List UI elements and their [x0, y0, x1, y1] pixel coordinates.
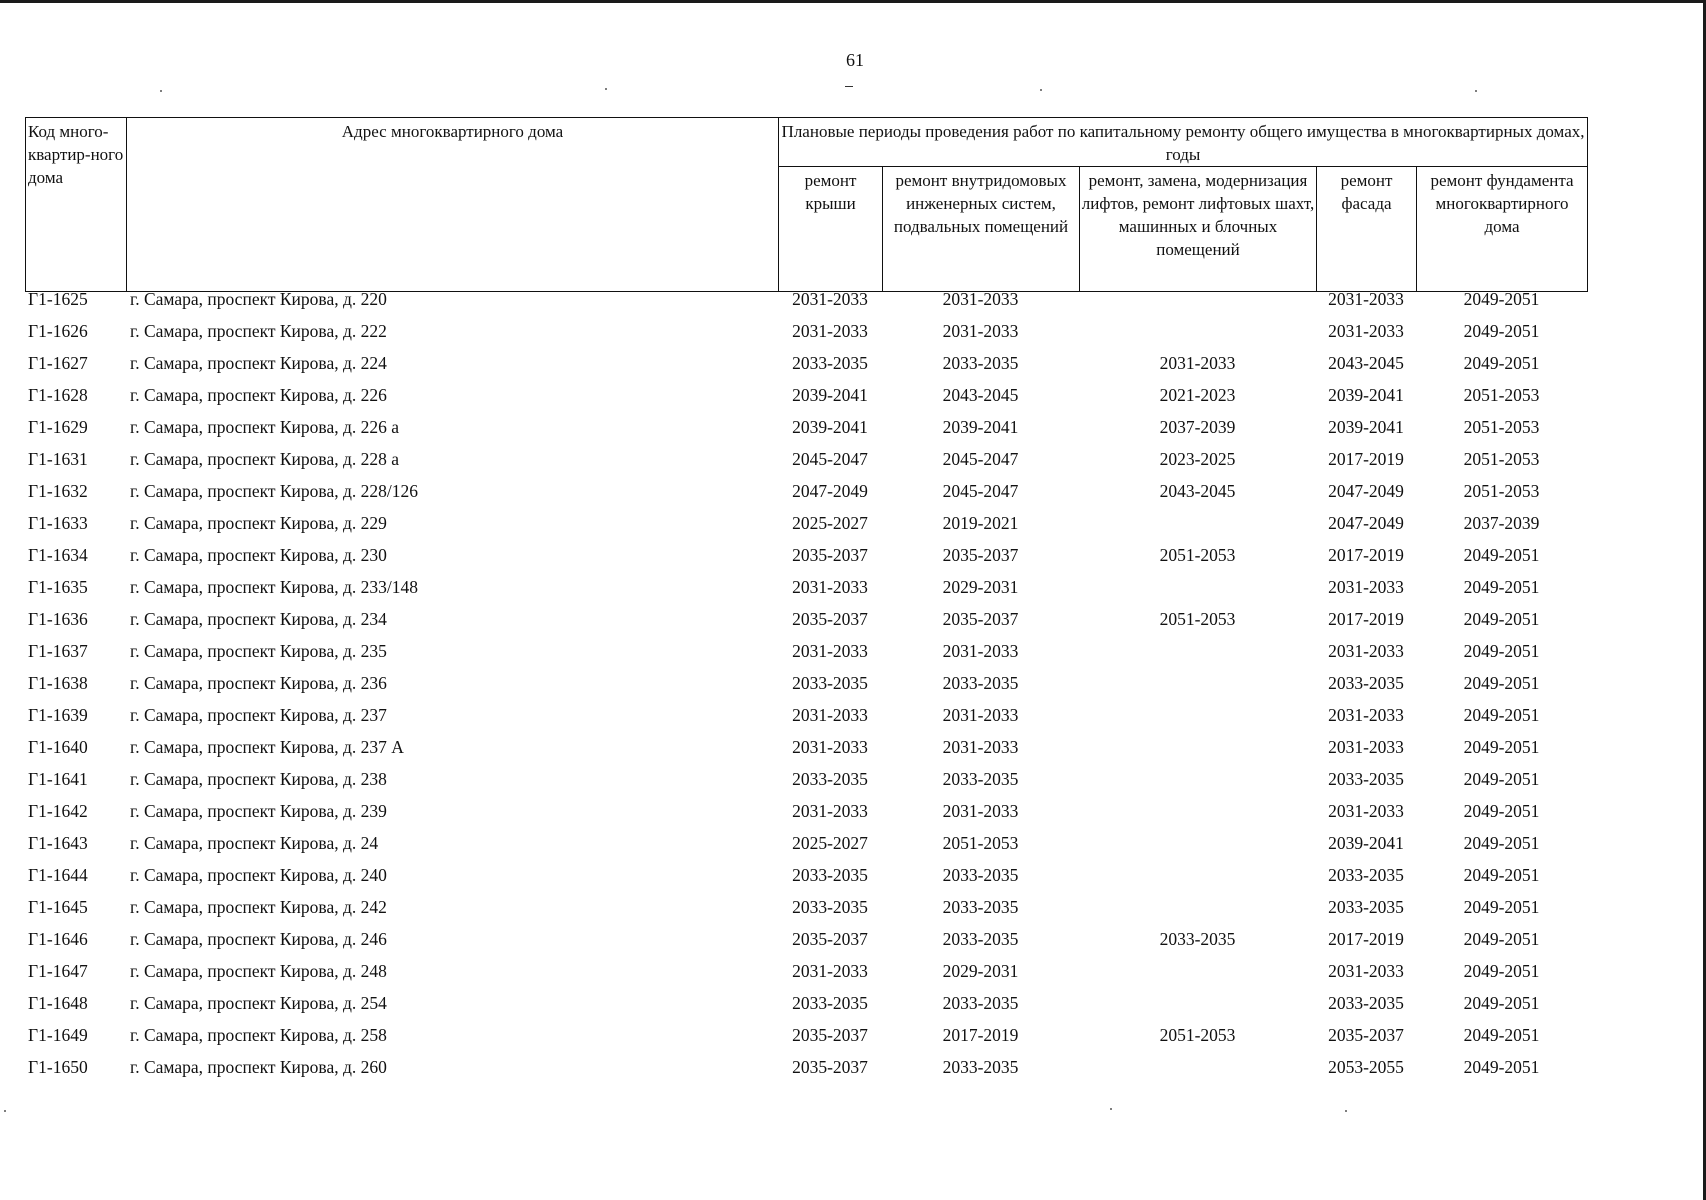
scan-mark	[845, 86, 853, 87]
table-row	[25, 929, 1587, 961]
code-cell: Г1-1634	[28, 545, 88, 565]
header-elevators: ремонт, замена, модернизация лифтов, ремонт лифтовых шахт, машинных и блочных помещений	[1080, 167, 1317, 292]
address-cell: г. Самара, проспект Кирова, д. 248	[130, 961, 387, 981]
roof-repair-cell: 2031-2033	[792, 961, 868, 981]
foundation-repair-cell: 2049-2051	[1463, 961, 1540, 981]
elevator-repair-cell	[1079, 289, 1316, 321]
table-row	[25, 801, 1587, 833]
systems-repair-cell: 2045-2047	[942, 481, 1019, 501]
address-cell: г. Самара, проспект Кирова, д. 235	[130, 641, 387, 661]
roof-repair-cell: 2035-2037	[792, 545, 868, 565]
foundation-repair-cell: 2051-2053	[1463, 417, 1540, 437]
table-header	[25, 117, 1588, 292]
roof-repair-cell: 2035-2037	[792, 1025, 868, 1045]
elevator-repair-cell: 2033-2035	[1159, 929, 1236, 949]
foundation-repair-cell: 2049-2051	[1463, 321, 1540, 341]
facade-repair-cell: 2043-2045	[1328, 353, 1404, 373]
systems-repair-cell: 2033-2035	[942, 993, 1019, 1013]
foundation-repair-cell: 2049-2051	[1463, 993, 1540, 1013]
roof-repair-cell: 2033-2035	[792, 897, 868, 917]
table-row	[25, 641, 1587, 673]
roof-repair-cell: 2035-2037	[792, 1057, 868, 1077]
systems-repair-cell: 2031-2033	[942, 737, 1019, 757]
table-row	[25, 321, 1587, 353]
scan-speck	[160, 90, 162, 92]
table-row	[25, 961, 1587, 993]
address-cell: г. Самара, проспект Кирова, д. 258	[130, 1025, 387, 1045]
header-code: Код много-квартир-ного дома	[26, 118, 127, 292]
table-row	[25, 481, 1587, 513]
roof-repair-cell: 2031-2033	[792, 801, 868, 821]
table-row	[25, 865, 1587, 897]
systems-repair-cell: 2033-2035	[942, 1057, 1019, 1077]
elevator-repair-cell	[1079, 705, 1316, 737]
code-cell: Г1-1637	[28, 641, 88, 661]
code-cell: Г1-1639	[28, 705, 88, 725]
address-cell: г. Самара, проспект Кирова, д. 246	[130, 929, 387, 949]
systems-repair-cell: 2051-2053	[942, 833, 1019, 853]
facade-repair-cell: 2033-2035	[1328, 993, 1404, 1013]
roof-repair-cell: 2025-2027	[792, 833, 868, 853]
table-row	[25, 449, 1587, 481]
foundation-repair-cell: 2049-2051	[1463, 705, 1540, 725]
address-cell: г. Самара, проспект Кирова, д. 229	[130, 513, 387, 533]
code-cell: Г1-1633	[28, 513, 88, 533]
elevator-repair-cell: 2021-2023	[1159, 385, 1236, 405]
elevator-repair-cell: 2051-2053	[1159, 609, 1236, 629]
table-row	[25, 417, 1587, 449]
facade-repair-cell: 2039-2041	[1328, 417, 1404, 437]
elevator-repair-cell: 2031-2033	[1159, 353, 1236, 373]
header-facade: ремонт фасада	[1317, 167, 1417, 292]
code-cell: Г1-1635	[28, 577, 88, 597]
address-cell: г. Самара, проспект Кирова, д. 220	[130, 289, 387, 309]
code-cell: Г1-1636	[28, 609, 88, 629]
address-cell: г. Самара, проспект Кирова, д. 233/148	[130, 577, 418, 597]
roof-repair-cell: 2035-2037	[792, 929, 868, 949]
facade-repair-cell: 2031-2033	[1328, 577, 1404, 597]
address-cell: г. Самара, проспект Кирова, д. 230	[130, 545, 387, 565]
systems-repair-cell: 2045-2047	[942, 449, 1019, 469]
systems-repair-cell: 2033-2035	[942, 865, 1019, 885]
address-cell: г. Самара, проспект Кирова, д. 242	[130, 897, 387, 917]
table-row	[25, 545, 1587, 577]
scan-speck	[4, 1110, 6, 1112]
elevator-repair-cell	[1079, 673, 1316, 705]
foundation-repair-cell: 2049-2051	[1463, 353, 1540, 373]
elevator-repair-cell	[1079, 769, 1316, 801]
table-row	[25, 289, 1587, 321]
foundation-repair-cell: 2051-2053	[1463, 449, 1540, 469]
facade-repair-cell: 2031-2033	[1328, 961, 1404, 981]
foundation-repair-cell: 2049-2051	[1463, 1057, 1540, 1077]
code-cell: Г1-1648	[28, 993, 88, 1013]
roof-repair-cell: 2045-2047	[792, 449, 868, 469]
elevator-repair-cell	[1079, 641, 1316, 673]
systems-repair-cell: 2033-2035	[942, 769, 1019, 789]
elevator-repair-cell	[1079, 897, 1316, 929]
systems-repair-cell: 2031-2033	[942, 641, 1019, 661]
header-foundation: ремонт фундамента многоквартирного дома	[1417, 167, 1588, 292]
facade-repair-cell: 2047-2049	[1328, 481, 1404, 501]
table-row	[25, 577, 1587, 609]
code-cell: Г1-1642	[28, 801, 88, 821]
code-cell: Г1-1644	[28, 865, 88, 885]
elevator-repair-cell: 2051-2053	[1159, 1025, 1236, 1045]
systems-repair-cell: 2031-2033	[942, 289, 1019, 309]
code-cell: Г1-1638	[28, 673, 88, 693]
foundation-repair-cell: 2037-2039	[1463, 513, 1540, 533]
foundation-repair-cell: 2049-2051	[1463, 865, 1540, 885]
systems-repair-cell: 2029-2031	[942, 961, 1019, 981]
foundation-repair-cell: 2051-2053	[1463, 481, 1540, 501]
scan-speck	[1110, 1108, 1112, 1110]
facade-repair-cell: 2033-2035	[1328, 673, 1404, 693]
address-cell: г. Самара, проспект Кирова, д. 226 а	[130, 417, 400, 437]
scan-speck	[1040, 89, 1042, 91]
code-cell: Г1-1631	[28, 449, 88, 469]
code-cell: Г1-1641	[28, 769, 88, 789]
facade-repair-cell: 2031-2033	[1328, 289, 1404, 309]
code-cell: Г1-1626	[28, 321, 88, 341]
table-row	[25, 993, 1587, 1025]
table-row	[25, 353, 1587, 385]
foundation-repair-cell: 2049-2051	[1463, 1025, 1540, 1045]
systems-repair-cell: 2033-2035	[942, 929, 1019, 949]
facade-repair-cell: 2017-2019	[1328, 545, 1404, 565]
roof-repair-cell: 2047-2049	[792, 481, 868, 501]
code-cell: Г1-1640	[28, 737, 88, 757]
scan-speck	[605, 88, 607, 90]
code-cell: Г1-1629	[28, 417, 88, 437]
elevator-repair-cell	[1079, 801, 1316, 833]
systems-repair-cell: 2035-2037	[942, 545, 1019, 565]
roof-repair-cell: 2033-2035	[792, 993, 868, 1013]
foundation-repair-cell: 2049-2051	[1463, 641, 1540, 661]
scan-speck	[1475, 90, 1477, 92]
elevator-repair-cell	[1079, 513, 1316, 545]
systems-repair-cell: 2031-2033	[942, 801, 1019, 821]
address-cell: г. Самара, проспект Кирова, д. 237	[130, 705, 387, 725]
code-cell: Г1-1628	[28, 385, 88, 405]
elevator-repair-cell	[1079, 993, 1316, 1025]
systems-repair-cell: 2039-2041	[942, 417, 1019, 437]
table-body	[25, 289, 1587, 1089]
elevator-repair-cell	[1079, 865, 1316, 897]
table-row	[25, 769, 1587, 801]
facade-repair-cell: 2039-2041	[1328, 833, 1404, 853]
roof-repair-cell: 2039-2041	[792, 417, 868, 437]
code-cell: Г1-1643	[28, 833, 88, 853]
foundation-repair-cell: 2049-2051	[1463, 289, 1540, 309]
facade-repair-cell: 2033-2035	[1328, 897, 1404, 917]
systems-repair-cell: 2033-2035	[942, 673, 1019, 693]
code-cell: Г1-1647	[28, 961, 88, 981]
elevator-repair-cell	[1079, 961, 1316, 993]
address-cell: г. Самара, проспект Кирова, д. 222	[130, 321, 387, 341]
elevator-repair-cell	[1079, 321, 1316, 353]
elevator-repair-cell	[1079, 833, 1316, 865]
facade-repair-cell: 2031-2033	[1328, 641, 1404, 661]
code-cell: Г1-1632	[28, 481, 88, 501]
systems-repair-cell: 2043-2045	[942, 385, 1019, 405]
code-cell: Г1-1649	[28, 1025, 88, 1045]
table-row	[25, 897, 1587, 929]
elevator-repair-cell: 2037-2039	[1159, 417, 1236, 437]
address-cell: г. Самара, проспект Кирова, д. 228 а	[130, 449, 400, 469]
roof-repair-cell: 2035-2037	[792, 609, 868, 629]
foundation-repair-cell: 2049-2051	[1463, 545, 1540, 565]
address-cell: г. Самара, проспект Кирова, д. 234	[130, 609, 387, 629]
scan-top-border	[0, 0, 1706, 3]
facade-repair-cell: 2047-2049	[1328, 513, 1404, 533]
table-row	[25, 737, 1587, 769]
elevator-repair-cell: 2043-2045	[1159, 481, 1236, 501]
foundation-repair-cell: 2049-2051	[1463, 897, 1540, 917]
foundation-repair-cell: 2051-2053	[1463, 385, 1540, 405]
foundation-repair-cell: 2049-2051	[1463, 833, 1540, 853]
table-row	[25, 513, 1587, 545]
table-row	[25, 1025, 1587, 1057]
address-cell: г. Самара, проспект Кирова, д. 224	[130, 353, 387, 373]
facade-repair-cell: 2053-2055	[1328, 1057, 1404, 1077]
header-systems: ремонт внутридомовых инженерных систем, подвальных помещений	[883, 167, 1080, 292]
address-cell: г. Самара, проспект Кирова, д. 239	[130, 801, 387, 821]
header-address: Адрес многоквартирного дома	[127, 118, 779, 292]
facade-repair-cell: 2031-2033	[1328, 321, 1404, 341]
systems-repair-cell: 2031-2033	[942, 321, 1019, 341]
foundation-repair-cell: 2049-2051	[1463, 929, 1540, 949]
systems-repair-cell: 2019-2021	[942, 513, 1019, 533]
roof-repair-cell: 2031-2033	[792, 705, 868, 725]
systems-repair-cell: 2033-2035	[942, 897, 1019, 917]
code-cell: Г1-1645	[28, 897, 88, 917]
systems-repair-cell: 2033-2035	[942, 353, 1019, 373]
foundation-repair-cell: 2049-2051	[1463, 609, 1540, 629]
header-roof: ремонт крыши	[779, 167, 883, 292]
address-cell: г. Самара, проспект Кирова, д. 228/126	[130, 481, 418, 501]
facade-repair-cell: 2039-2041	[1328, 385, 1404, 405]
page-number: 61	[846, 50, 864, 70]
address-cell: г. Самара, проспект Кирова, д. 236	[130, 673, 387, 693]
scan-speck	[1345, 1110, 1347, 1112]
systems-repair-cell: 2035-2037	[942, 609, 1019, 629]
header-periods: Плановые периоды проведения работ по капитальному ремонту общего имущества в многоквартирных домах, годы	[779, 118, 1588, 167]
facade-repair-cell: 2031-2033	[1328, 801, 1404, 821]
elevator-repair-cell: 2051-2053	[1159, 545, 1236, 565]
facade-repair-cell: 2017-2019	[1328, 449, 1404, 469]
facade-repair-cell: 2017-2019	[1328, 929, 1404, 949]
roof-repair-cell: 2033-2035	[792, 769, 868, 789]
roof-repair-cell: 2039-2041	[792, 385, 868, 405]
address-cell: г. Самара, проспект Кирова, д. 238	[130, 769, 387, 789]
roof-repair-cell: 2031-2033	[792, 289, 868, 309]
systems-repair-cell: 2029-2031	[942, 577, 1019, 597]
foundation-repair-cell: 2049-2051	[1463, 673, 1540, 693]
roof-repair-cell: 2025-2027	[792, 513, 868, 533]
roof-repair-cell: 2031-2033	[792, 641, 868, 661]
address-cell: г. Самара, проспект Кирова, д. 226	[130, 385, 387, 405]
roof-repair-cell: 2033-2035	[792, 673, 868, 693]
code-cell: Г1-1625	[28, 289, 88, 309]
code-cell: Г1-1646	[28, 929, 88, 949]
foundation-repair-cell: 2049-2051	[1463, 737, 1540, 757]
table-row	[25, 705, 1587, 737]
systems-repair-cell: 2031-2033	[942, 705, 1019, 725]
address-cell: г. Самара, проспект Кирова, д. 240	[130, 865, 387, 885]
facade-repair-cell: 2031-2033	[1328, 705, 1404, 725]
systems-repair-cell: 2017-2019	[942, 1025, 1019, 1045]
foundation-repair-cell: 2049-2051	[1463, 769, 1540, 789]
elevator-repair-cell: 2023-2025	[1159, 449, 1236, 469]
table-row	[25, 609, 1587, 641]
foundation-repair-cell: 2049-2051	[1463, 577, 1540, 597]
address-cell: г. Самара, проспект Кирова, д. 260	[130, 1057, 387, 1077]
table-row	[25, 673, 1587, 705]
facade-repair-cell: 2031-2033	[1328, 737, 1404, 757]
roof-repair-cell: 2031-2033	[792, 577, 868, 597]
roof-repair-cell: 2033-2035	[792, 353, 868, 373]
table-row	[25, 833, 1587, 865]
elevator-repair-cell	[1079, 737, 1316, 769]
roof-repair-cell: 2031-2033	[792, 737, 868, 757]
facade-repair-cell: 2035-2037	[1328, 1025, 1404, 1045]
roof-repair-cell: 2031-2033	[792, 321, 868, 341]
address-cell: г. Самара, проспект Кирова, д. 237 А	[130, 737, 404, 757]
roof-repair-cell: 2033-2035	[792, 865, 868, 885]
facade-repair-cell: 2033-2035	[1328, 865, 1404, 885]
address-cell: г. Самара, проспект Кирова, д. 254	[130, 993, 387, 1013]
code-cell: Г1-1650	[28, 1057, 88, 1077]
table-row	[25, 1057, 1587, 1089]
elevator-repair-cell	[1079, 577, 1316, 609]
foundation-repair-cell: 2049-2051	[1463, 801, 1540, 821]
facade-repair-cell: 2033-2035	[1328, 769, 1404, 789]
address-cell: г. Самара, проспект Кирова, д. 24	[130, 833, 379, 853]
elevator-repair-cell	[1079, 1057, 1316, 1089]
facade-repair-cell: 2017-2019	[1328, 609, 1404, 629]
code-cell: Г1-1627	[28, 353, 88, 373]
table-row	[25, 385, 1587, 417]
